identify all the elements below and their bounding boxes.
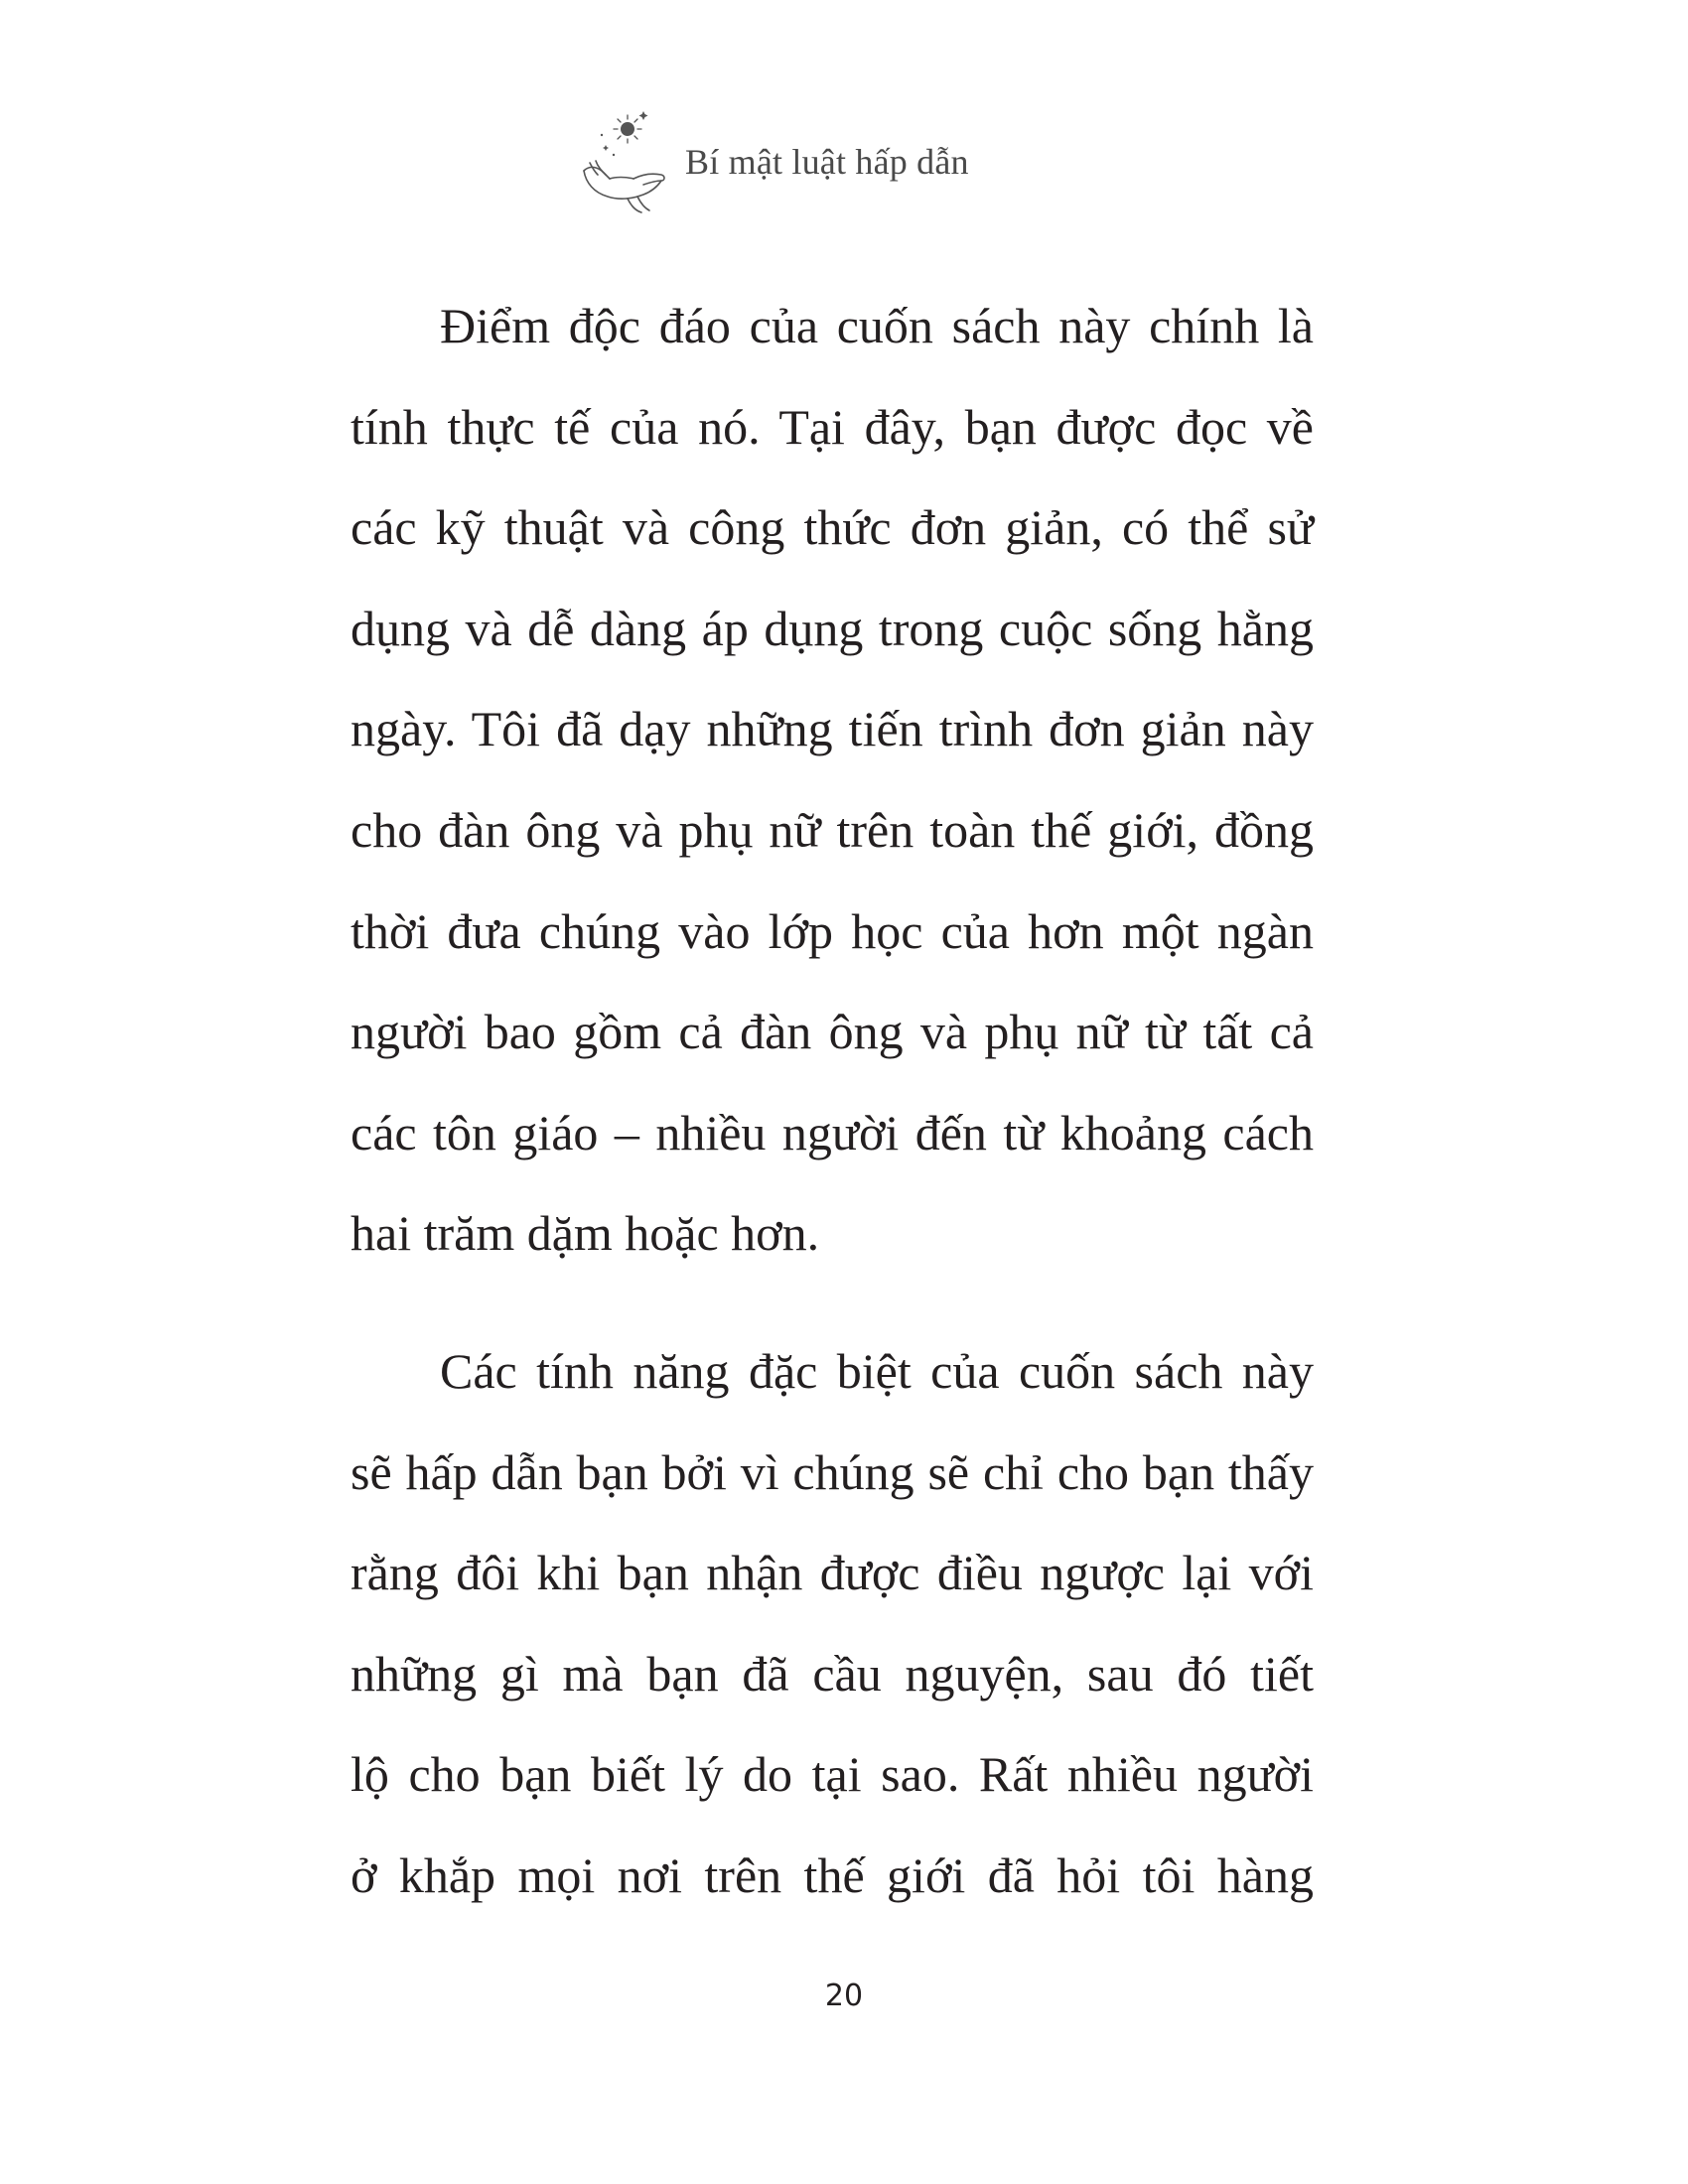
text-line: các tôn giáo – nhiều người đến từ khoảng cách <box>351 1104 1314 1160</box>
paragraph-2 <box>351 1321 1314 1927</box>
page-number: 20 <box>824 1979 864 2013</box>
text-line: dụng và dễ dàng áp dụng trong cuộc sống hằng <box>351 600 1314 656</box>
text-line: tính thực tế của nó. Tại đây, bạn được đọc về <box>351 398 1314 455</box>
running-header-title: Bí mật luật hấp dẫn <box>685 142 969 182</box>
text-line: cho đàn ông và phụ nữ trên toàn thế giới, đồng <box>351 801 1314 858</box>
text-line: những gì mà bạn đã cầu nguyện, sau đó tiết <box>351 1645 1314 1702</box>
text-line: ngày. Tôi đã dạy những tiến trình đơn giản này <box>351 701 1314 757</box>
running-header <box>576 105 969 214</box>
text-line: Các tính năng đặc biệt của cuốn sách này <box>440 1342 1314 1399</box>
hand-with-sun-icon <box>576 105 675 214</box>
text-line: Điểm độc đáo của cuốn sách này chính là <box>440 298 1314 353</box>
text-line: hai trăm dặm hoặc hơn. <box>351 1205 820 1262</box>
text-line: người bao gồm cả đàn ông và phụ nữ từ tất cả <box>351 1004 1314 1060</box>
text-line: lộ cho bạn biết lý do tại sao. Rất nhiều người <box>351 1746 1314 1803</box>
paragraph-gap <box>351 1285 1314 1321</box>
paragraph-1 <box>351 276 1314 1285</box>
text-line: ở khắp mọi nơi trên thế giới đã hỏi tôi hàng <box>351 1846 1314 1903</box>
text-line: thời đưa chúng vào lớp học của hơn một ngàn <box>351 902 1314 959</box>
text-line: sẽ hấp dẫn bạn bởi vì chúng sẽ chỉ cho bạn thấy <box>351 1443 1314 1500</box>
body-text <box>351 276 1314 1927</box>
text-line: rằng đôi khi bạn nhận được điều ngược lại với <box>351 1545 1314 1601</box>
text-line: các kỹ thuật và công thức đơn giản, có thể sử <box>351 499 1314 556</box>
